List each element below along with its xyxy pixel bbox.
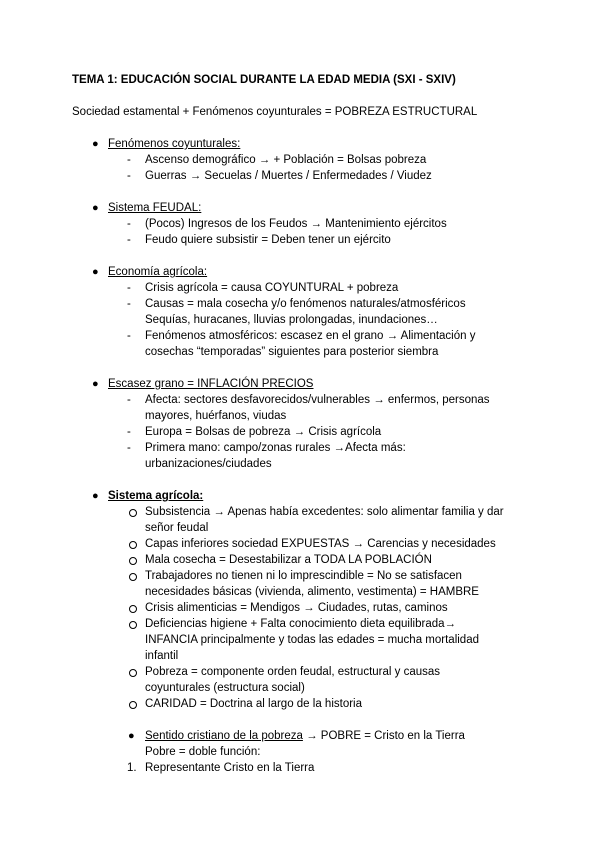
section-heading-economia: Economía agrícola: — [108, 266, 208, 278]
list-item: Deficiencias higiene + Falta conocimiento dieta equilibrada→ — [145, 618, 456, 630]
list-item: Guerras → Secuelas / Muertes / Enfermedades / Viudez — [145, 170, 432, 182]
circle-bullet-icon — [129, 621, 137, 629]
circle-bullet-icon — [129, 557, 137, 565]
pobre-doble-funcion: Pobre = doble función: — [145, 746, 261, 758]
dash-marker: - — [127, 234, 131, 246]
list-item-continuation: coyunturales (estructura social) — [145, 682, 305, 694]
circle-bullet-icon — [129, 573, 137, 581]
bullet-icon: ● — [92, 138, 99, 150]
list-item-continuation: Sequías, huracanes, lluvias prolongadas, inundaciones… — [145, 314, 438, 326]
list-item: Pobreza = componente orden feudal, estructural y causas — [145, 666, 441, 678]
section-heading-sistema-agricola: Sistema agrícola: — [108, 490, 204, 502]
list-item: Europa = Bolsas de pobreza → Crisis agrícola — [145, 426, 382, 438]
list-item: Trabajadores no tienen ni lo imprescindible = No se satisfacen — [145, 570, 462, 582]
list-item-continuation: urbanizaciones/ciudades — [145, 458, 272, 470]
list-item-continuation: mayores, huérfanos, viudas — [145, 410, 287, 422]
list-item-continuation: cosechas “temporadas” siguientes para posterior siembra — [145, 346, 439, 358]
list-item: Fenómenos atmosféricos: escasez en el grano → Alimentación y — [145, 330, 476, 342]
circle-bullet-icon — [129, 605, 137, 613]
list-item: Afecta: sectores desfavorecidos/vulnerables → enfermos, personas — [145, 394, 490, 406]
sentido-cristiano-label: Sentido cristiano de la pobreza — [145, 730, 303, 742]
list-item: CARIDAD = Doctrina al largo de la historia — [145, 698, 362, 710]
list-item: Causas = mala cosecha y/o fenómenos naturales/atmosféricos — [145, 298, 466, 310]
bullet-icon: ● — [92, 202, 99, 214]
circle-bullet-icon — [129, 541, 137, 549]
dash-marker: - — [127, 330, 131, 342]
dash-marker: - — [127, 442, 131, 454]
circle-bullet-icon — [129, 669, 137, 677]
dash-marker: - — [127, 282, 131, 294]
list-item: Capas inferiores sociedad EXPUESTAS → Carencias y necesidades — [145, 538, 496, 550]
list-item-continuation: INFANCIA principalmente y todas las edades = mucha mortalidad — [145, 634, 479, 646]
list-item: Primera mano: campo/zonas rurales →Afecta más: — [145, 442, 406, 454]
bullet-icon: ● — [92, 378, 99, 390]
bullet-icon: ● — [92, 490, 99, 502]
dash-marker: - — [127, 170, 131, 182]
circle-bullet-icon — [129, 509, 137, 517]
list-item: Crisis agrícola = causa COYUNTURAL + pobreza — [145, 282, 399, 294]
dash-marker: - — [127, 154, 131, 166]
list-item-continuation: necesidades básicas (vivienda, alimento, vestimenta) = HAMBRE — [145, 586, 479, 598]
section-heading-sentido-cristiano — [145, 728, 465, 744]
dash-marker: - — [127, 218, 131, 230]
list-item: Subsistencia → Apenas había excedentes: solo alimentar familia y dar — [145, 506, 504, 518]
section-heading-coyunturales: Fenómenos coyunturales: — [108, 138, 241, 150]
document-title: TEMA 1: EDUCACIÓN SOCIAL DURANTE LA EDAD MEDIA (SXI - SXIV) — [72, 74, 456, 86]
intro-line: Sociedad estamental + Fenómenos coyunturales = POBREZA ESTRUCTURAL — [72, 106, 478, 118]
dash-marker: - — [127, 298, 131, 310]
section-heading-escasez: Escasez grano = INFLACIÓN PRECIOS — [108, 378, 314, 390]
dash-marker: - — [127, 394, 131, 406]
list-item: Crisis alimenticias = Mendigos → Ciudades, rutas, caminos — [145, 602, 448, 614]
list-item: Ascenso demográfico → + Población = Bolsas pobreza — [145, 154, 427, 166]
dash-marker: - — [127, 426, 131, 438]
section-heading-feudal: Sistema FEUDAL: — [108, 202, 202, 214]
list-item: Mala cosecha = Desestabilizar a TODA LA POBLACIÓN — [145, 554, 432, 566]
list-item-continuation: señor feudal — [145, 522, 209, 534]
circle-bullet-icon — [129, 701, 137, 709]
numbered-item: Representante Cristo en la Tierra — [145, 762, 315, 774]
sentido-cristiano-rest: → POBRE = Cristo en la Tierra — [302, 730, 465, 742]
list-item: Feudo quiere subsistir = Deben tener un ejército — [145, 234, 391, 246]
bullet-icon: ● — [92, 266, 99, 278]
bullet-icon: ● — [128, 730, 135, 742]
list-item: (Pocos) Ingresos de los Feudos → Mantenimiento ejércitos — [145, 218, 447, 230]
list-number: 1. — [127, 762, 137, 774]
list-item-continuation: infantil — [145, 650, 179, 662]
